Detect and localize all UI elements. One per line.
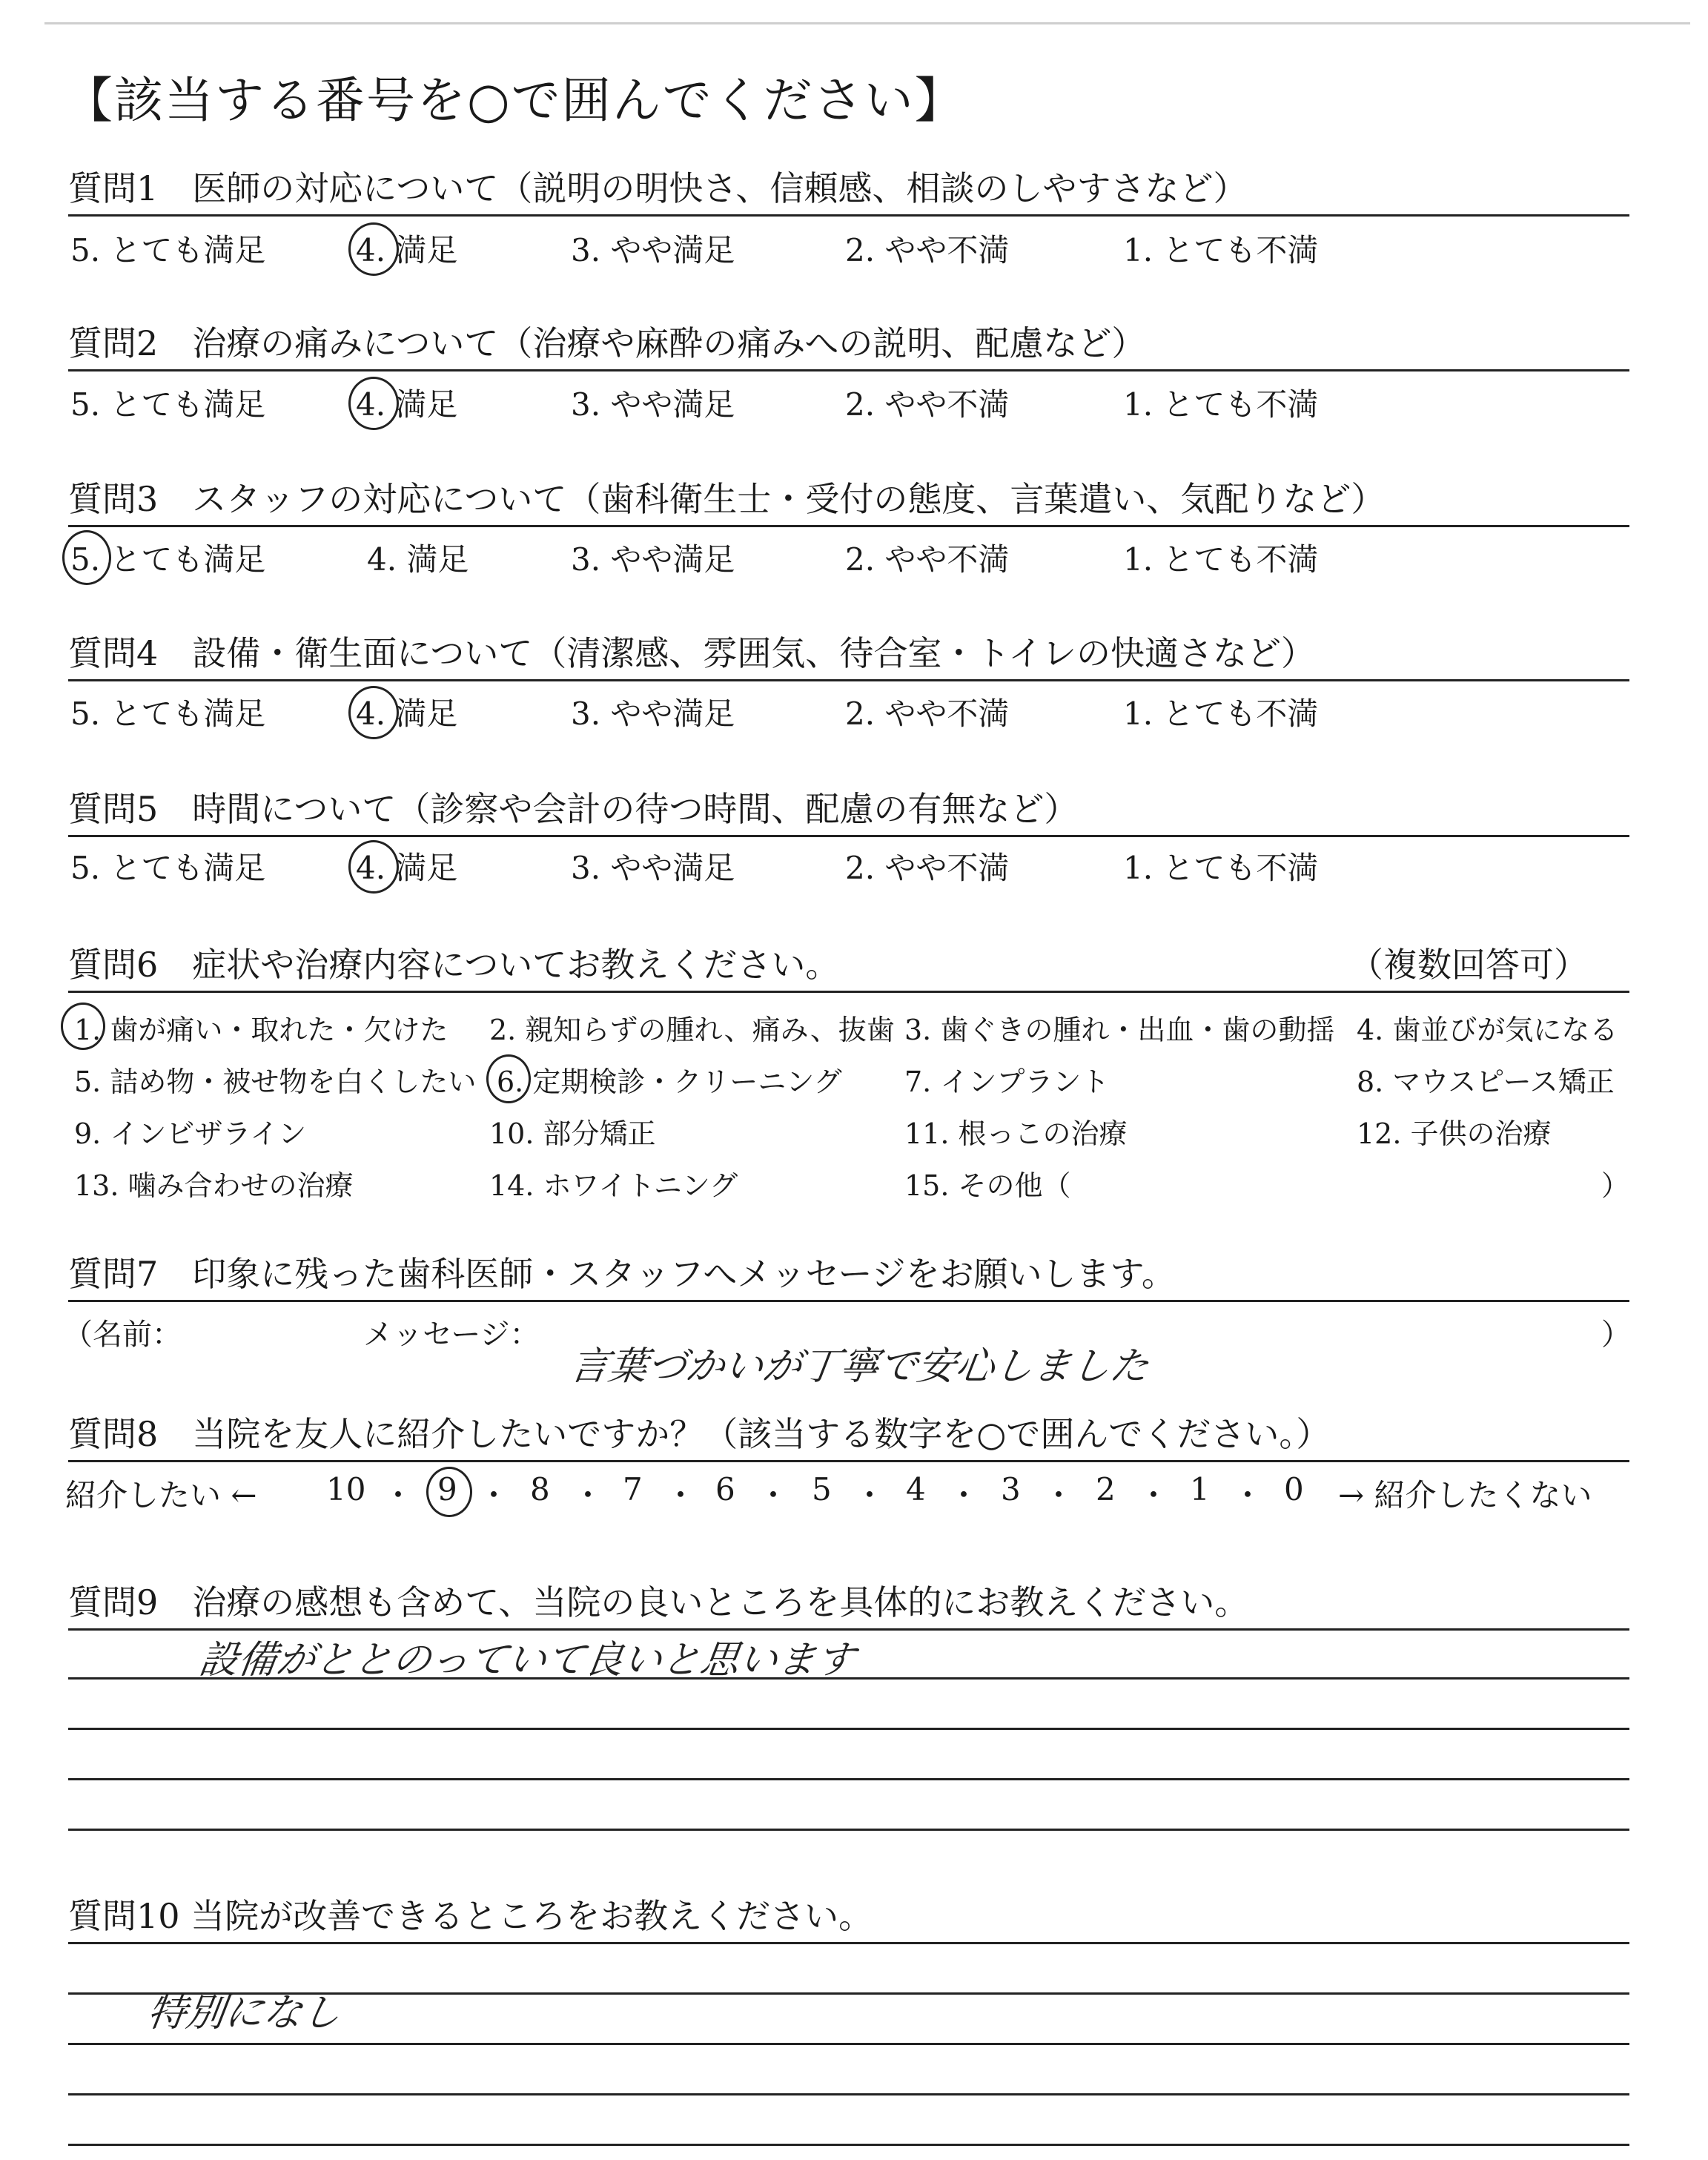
q6-option-1[interactable]: 1. 歯が痛い・取れた・欠けた bbox=[74, 1014, 448, 1046]
q1-option-2[interactable]: 2. やや不満 bbox=[845, 232, 1010, 268]
q8-score-10[interactable]: 10 bbox=[326, 1471, 366, 1507]
q6-option-15[interactable]: 15. その他（ bbox=[904, 1169, 1071, 1202]
q7-name-label: （名前： bbox=[63, 1318, 182, 1352]
q6-option-10[interactable]: 10. 部分矯正 bbox=[489, 1117, 656, 1150]
q6-selection-circle-1 bbox=[61, 1003, 105, 1050]
q5-option-2[interactable]: 2. やや不満 bbox=[845, 850, 1010, 886]
q7-close-paren: ） bbox=[1601, 1318, 1631, 1352]
q3-option-5[interactable]: 5. とても満足 bbox=[70, 541, 266, 578]
q3-option-4[interactable]: 4. 満足 bbox=[367, 541, 469, 578]
q4-option-5[interactable]: 5. とても満足 bbox=[70, 696, 266, 732]
q4-option-2[interactable]: 2. やや不満 bbox=[845, 696, 1010, 732]
q2-option-1[interactable]: 1. とても不満 bbox=[1123, 386, 1319, 423]
q1-option-5[interactable]: 5. とても満足 bbox=[70, 232, 266, 268]
q2-option-3[interactable]: 3. やや満足 bbox=[571, 386, 735, 423]
q6-selection-circle-6 bbox=[486, 1054, 531, 1103]
q6-option-14[interactable]: 14. ホワイトニング bbox=[489, 1169, 738, 1202]
q6-option-5[interactable]: 5. 詰め物・被せ物を白くしたい bbox=[74, 1066, 477, 1098]
q9-answer-line bbox=[68, 1829, 1629, 1831]
q8-score-0[interactable]: 0 bbox=[1284, 1471, 1304, 1507]
q6-option-6[interactable]: 6. 定期検診・クリーニング bbox=[497, 1066, 842, 1098]
q1-title: 質問1 医師の対応について（説明の明快さ、信頼感、相談のしやすさなど） bbox=[68, 168, 1248, 208]
q8-score-6[interactable]: 6 bbox=[715, 1471, 735, 1507]
q4-title: 質問4 設備・衛生面について（清潔感、雰囲気、待合室・トイレの快適さなど） bbox=[68, 633, 1316, 673]
q10-answer-line bbox=[68, 2043, 1629, 2045]
q5-option-4[interactable]: 4. 満足 bbox=[356, 850, 458, 886]
q5-rule bbox=[68, 835, 1629, 837]
q5-option-3[interactable]: 3. やや満足 bbox=[571, 850, 735, 886]
q8-right-label: → 紹介したくない bbox=[1338, 1477, 1592, 1513]
q9-answer-line bbox=[68, 1677, 1629, 1680]
q8-separator: ・ bbox=[948, 1477, 980, 1513]
q4-rule bbox=[68, 679, 1629, 681]
q4-option-1[interactable]: 1. とても不満 bbox=[1123, 696, 1319, 732]
q4-selection-circle bbox=[348, 686, 399, 739]
q1-option-4[interactable]: 4. 満足 bbox=[356, 232, 458, 268]
q8-score-1[interactable]: 1 bbox=[1190, 1471, 1210, 1507]
q6-option-8[interactable]: 8. マウスピース矯正 bbox=[1357, 1066, 1615, 1098]
q2-rule bbox=[68, 369, 1629, 371]
instructions-header: 【該当する番号を○で囲んでください】 bbox=[64, 72, 965, 129]
q8-separator: ・ bbox=[1043, 1477, 1075, 1513]
q8-score-7[interactable]: 7 bbox=[623, 1471, 643, 1507]
q8-separator: ・ bbox=[854, 1477, 886, 1513]
q1-option-3[interactable]: 3. やや満足 bbox=[571, 232, 735, 268]
q8-left-label: 紹介したい ← bbox=[65, 1477, 257, 1513]
q10-answer-line bbox=[68, 2093, 1629, 2095]
q6-option-7[interactable]: 7. インプラント bbox=[904, 1066, 1110, 1098]
q7-rule bbox=[68, 1300, 1629, 1302]
q3-option-3[interactable]: 3. やや満足 bbox=[571, 541, 735, 578]
q8-rule bbox=[68, 1460, 1629, 1462]
q7-handwritten-message: 言葉づかいが丁寧で安心しました bbox=[567, 1344, 1152, 1389]
q10-handwritten-answer: 特別になし bbox=[145, 1991, 344, 2035]
q1-option-1[interactable]: 1. とても不満 bbox=[1123, 232, 1319, 268]
q4-option-3[interactable]: 3. やや満足 bbox=[571, 696, 735, 732]
q2-option-5[interactable]: 5. とても満足 bbox=[70, 386, 266, 423]
q3-option-2[interactable]: 2. やや不満 bbox=[845, 541, 1010, 578]
q6-option-2[interactable]: 2. 親知らずの腫れ、痛み、抜歯 bbox=[489, 1014, 895, 1046]
q6-close-paren: ） bbox=[1601, 1169, 1630, 1202]
q5-option-1[interactable]: 1. とても不満 bbox=[1123, 850, 1319, 886]
q5-title: 質問5 時間について（診察や会計の待つ時間、配慮の有無など） bbox=[68, 789, 1079, 829]
q8-selection-circle bbox=[426, 1467, 472, 1517]
q7-message-label: メッセージ： bbox=[363, 1318, 540, 1352]
q8-title: 質問8 当院を友人に紹介したいですか？（該当する数字を○で囲んでください。） bbox=[68, 1414, 1331, 1454]
q3-title: 質問3 スタッフの対応について（歯科衛生士・受付の態度、言葉遣い、気配りなど） bbox=[68, 479, 1386, 519]
q8-separator: ・ bbox=[572, 1477, 604, 1513]
q8-separator: ・ bbox=[1138, 1477, 1170, 1513]
q2-title: 質問2 治療の痛みについて（治療や麻酔の痛みへの説明、配慮など） bbox=[68, 323, 1146, 363]
q5-option-5[interactable]: 5. とても満足 bbox=[70, 850, 266, 886]
q8-score-9[interactable]: 9 bbox=[437, 1471, 457, 1507]
page-top-edge bbox=[44, 22, 1690, 24]
q8-score-4[interactable]: 4 bbox=[906, 1471, 926, 1507]
q10-answer-line bbox=[68, 2144, 1629, 2146]
q8-separator: ・ bbox=[665, 1477, 697, 1513]
q8-separator: ・ bbox=[383, 1477, 414, 1513]
q8-separator: ・ bbox=[1232, 1477, 1264, 1513]
q2-selection-circle bbox=[348, 377, 399, 430]
q9-title: 質問9 治療の感想も含めて、当院の良いところを具体的にお教えください。 bbox=[68, 1582, 1249, 1622]
q6-option-3[interactable]: 3. 歯ぐきの腫れ・出血・歯の動揺 bbox=[904, 1014, 1335, 1046]
q10-title: 質問10 当院が改善できるところをお教えください。 bbox=[68, 1896, 873, 1936]
q6-option-4[interactable]: 4. 歯並びが気になる bbox=[1357, 1014, 1618, 1046]
q6-option-9[interactable]: 9. インビザライン bbox=[74, 1117, 307, 1150]
q10-rule bbox=[68, 1942, 1629, 1944]
q3-rule bbox=[68, 525, 1629, 527]
q4-option-4[interactable]: 4. 満足 bbox=[356, 696, 458, 732]
q7-title: 質問7 印象に残った歯科医師・スタッフへメッセージをお願いします。 bbox=[68, 1254, 1176, 1294]
q9-answer-line bbox=[68, 1728, 1629, 1730]
q1-rule bbox=[68, 214, 1629, 217]
q3-option-1[interactable]: 1. とても不満 bbox=[1123, 541, 1319, 578]
q9-handwritten-answer: 設備がととのっていて良いと思います bbox=[196, 1638, 858, 1682]
q6-option-11[interactable]: 11. 根っこの治療 bbox=[904, 1117, 1128, 1150]
q2-option-2[interactable]: 2. やや不満 bbox=[845, 386, 1010, 423]
q8-separator: ・ bbox=[758, 1477, 790, 1513]
q6-option-12[interactable]: 12. 子供の治療 bbox=[1357, 1117, 1552, 1150]
q8-score-5[interactable]: 5 bbox=[812, 1471, 832, 1507]
q6-title: 質問6 症状や治療内容についてお教えください。 bbox=[68, 945, 840, 985]
q3-selection-circle bbox=[62, 530, 111, 585]
q6-rule bbox=[68, 991, 1629, 993]
q5-selection-circle bbox=[348, 840, 399, 894]
q8-separator: ・ bbox=[478, 1477, 510, 1513]
q9-answer-line bbox=[68, 1778, 1629, 1780]
q6-multiple-note: （複数回答可） bbox=[1349, 945, 1588, 985]
q6-option-13[interactable]: 13. 噛み合わせの治療 bbox=[74, 1169, 354, 1202]
q8-score-8[interactable]: 8 bbox=[530, 1471, 550, 1507]
q8-score-3[interactable]: 3 bbox=[1001, 1471, 1021, 1507]
q2-option-4[interactable]: 4. 満足 bbox=[356, 386, 458, 423]
q1-selection-circle bbox=[348, 222, 399, 276]
q8-score-2[interactable]: 2 bbox=[1096, 1471, 1116, 1507]
